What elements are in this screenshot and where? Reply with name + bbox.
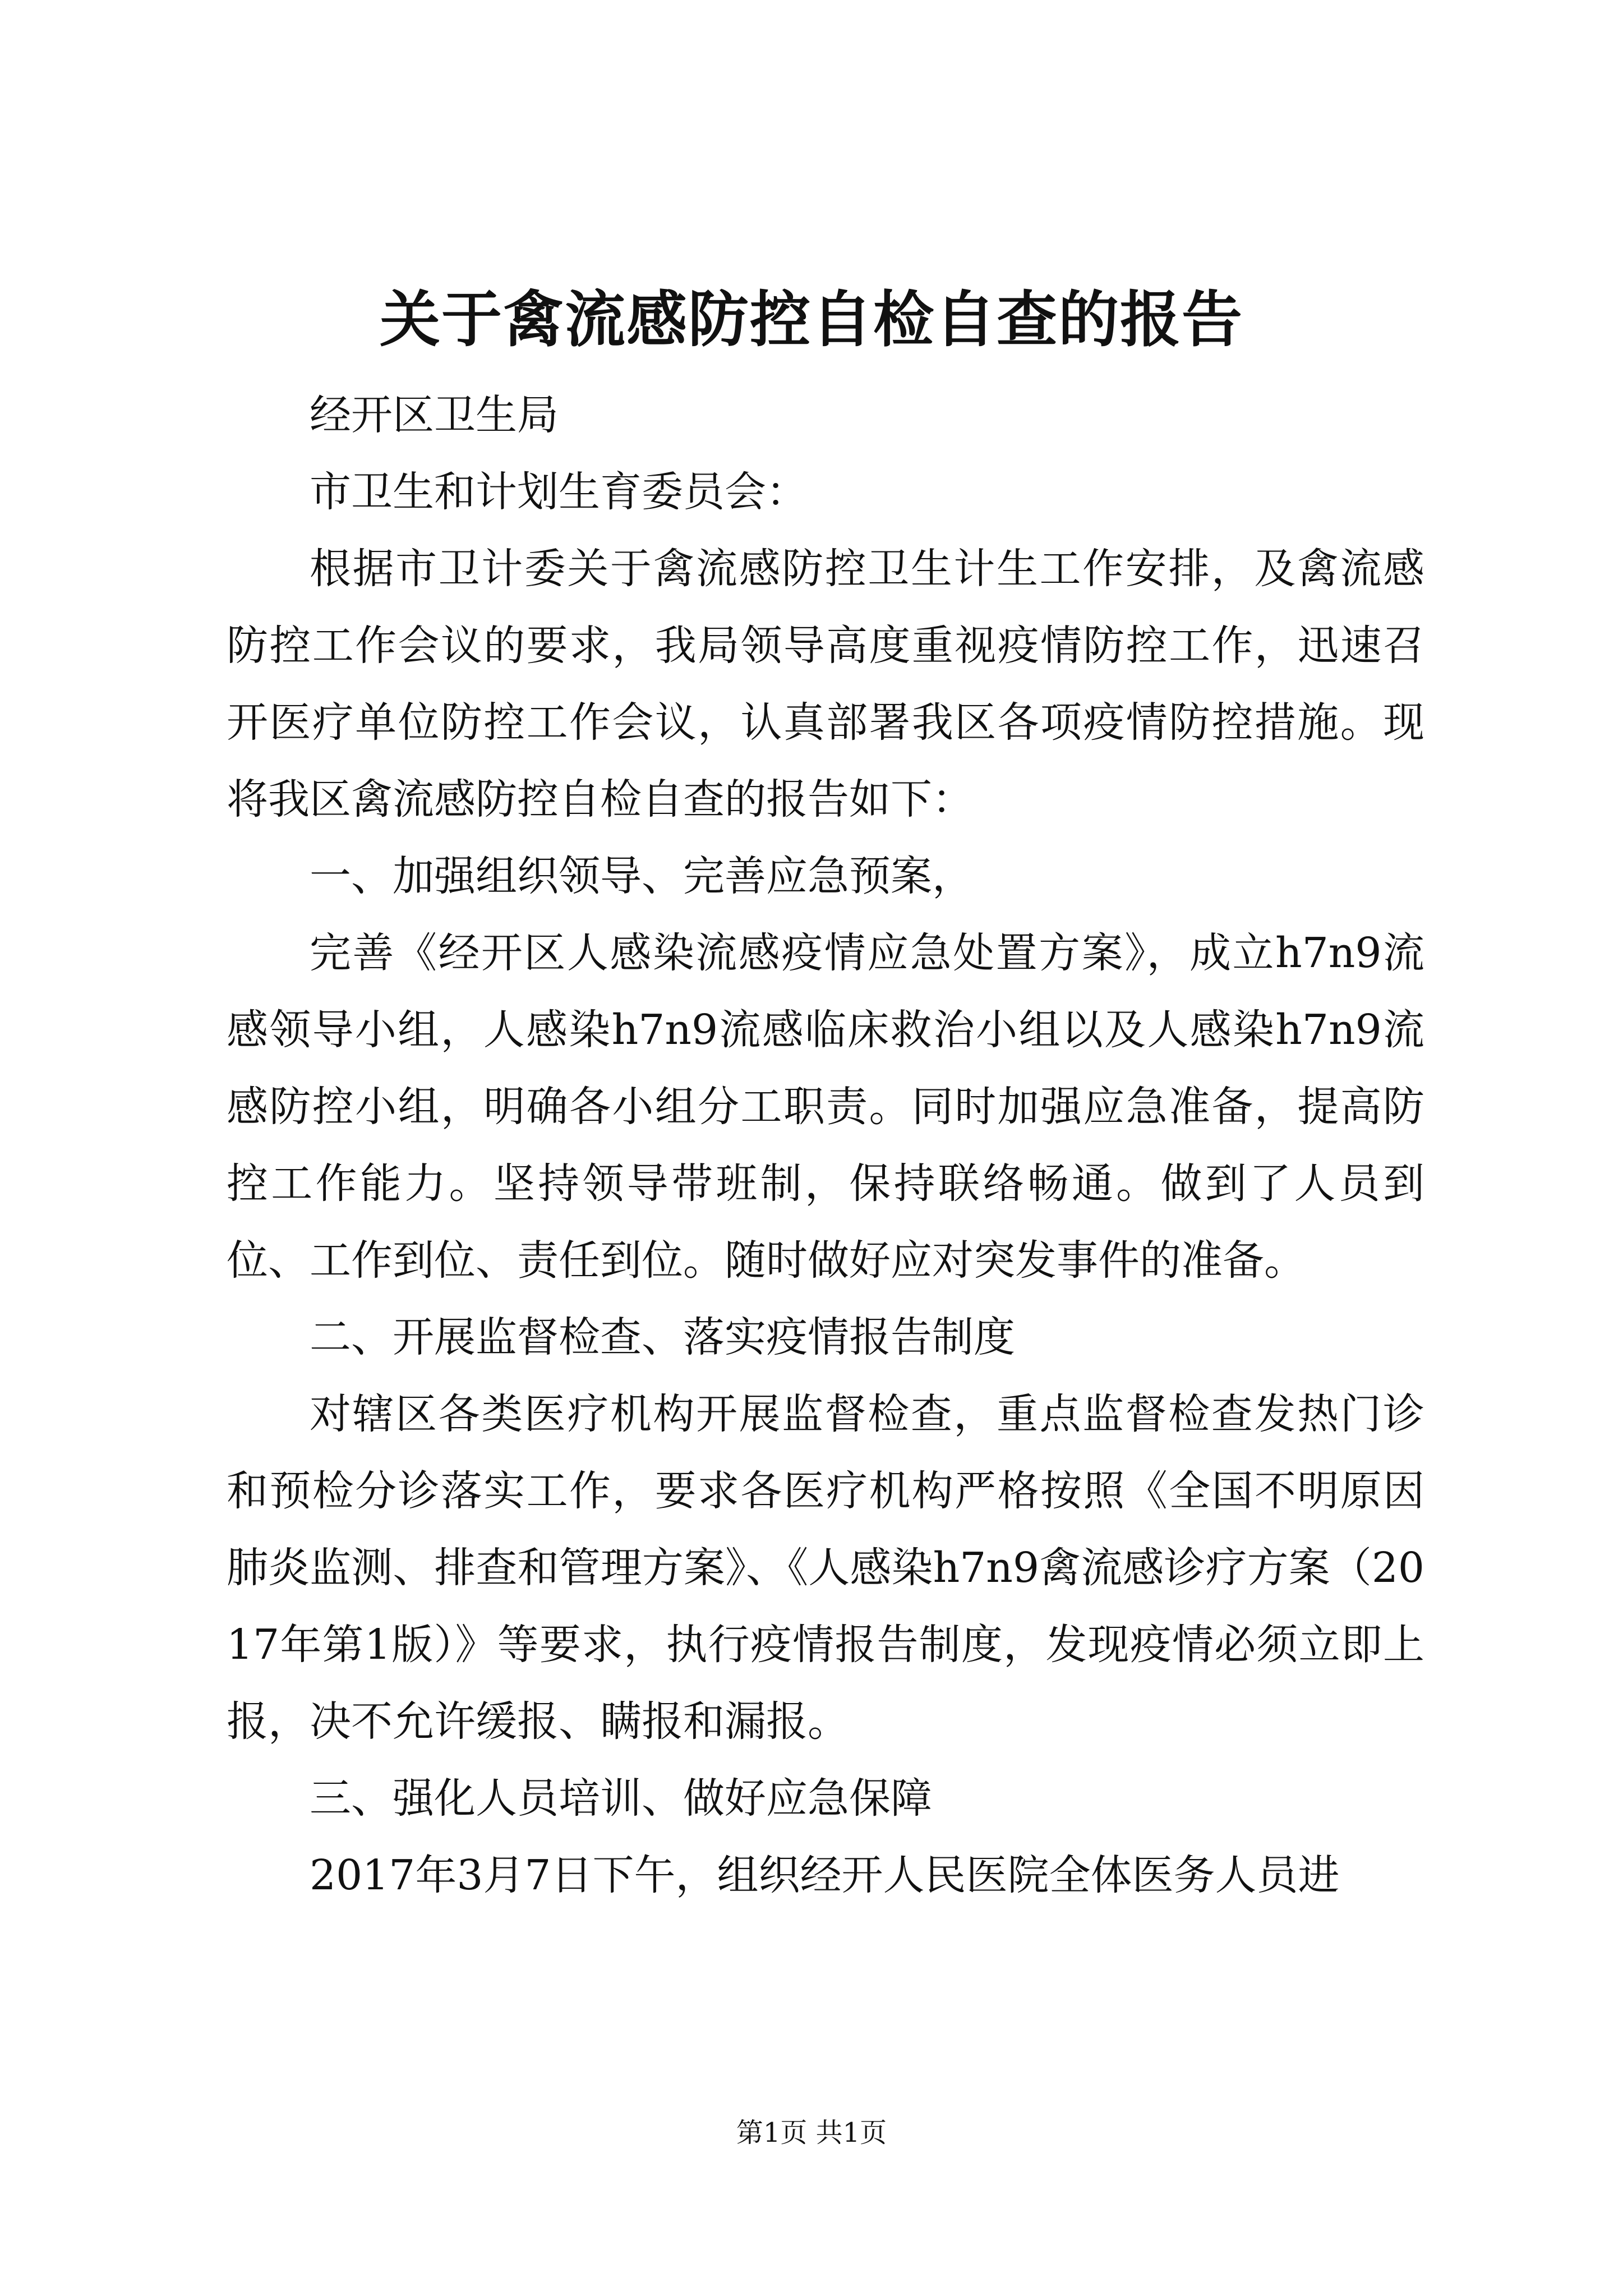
section-heading-1: 一、加强组织领导、完善应急预案， <box>310 852 974 900</box>
section-paragraph-3: 2017年3月7日下午，组织经开人民医院全体医务人员进 <box>310 1851 1340 1899</box>
section-paragraph-2: 对辖区各类医疗机构开展监督检查，重点监督检查发热门诊和预检分诊落实工作，要求各医疗机构严格按照《全国不明原因肺炎监测、排查和管理方案》、《人感染h7n9禽流感诊疗方案（2017年第1版）》等要求，执行疫情报告制度，发现疫情必须立即上报，决不允许缓报、瞒报和漏报。 <box>227 1390 1424 1746</box>
document-body <box>227 377 1424 1914</box>
section-heading-2: 二、开展监督检查、落实疫情报告制度 <box>310 1313 1015 1361</box>
issuer-line: 经开区卫生局 <box>310 391 559 439</box>
section-heading-3: 三、强化人员培训、做好应急保障 <box>310 1774 932 1823</box>
page-footer: 第1页 共1页 <box>736 2117 887 2148</box>
intro-paragraph: 根据市卫计委关于禽流感防控卫生计生工作安排，及禽流感防控工作会议的要求，我局领导高度重视疫情防控工作，迅速召开医疗单位防控工作会议，认真部署我区各项疫情防控措施。现将我区禽流感防控自检自查的报告如下： <box>227 545 1424 823</box>
recipient-line: 市卫生和计划生育委员会： <box>310 468 808 516</box>
section-paragraph-1: 完善《经开区人感染流感疫情应急处置方案》，成立h7n9流感领导小组，人感染h7n9流感临床救治小组以及人感染h7n9流感防控小组，明确各小组分工职责。同时加强应急准备，提高防控工作能力。坚持领导带班制，保持联络畅通。做到了人员到位、工作到位、责任到位。随时做好应对突发事件的准备。 <box>227 929 1424 1285</box>
document-title: 关于禽流感防控自检自查的报告 <box>379 284 1243 355</box>
